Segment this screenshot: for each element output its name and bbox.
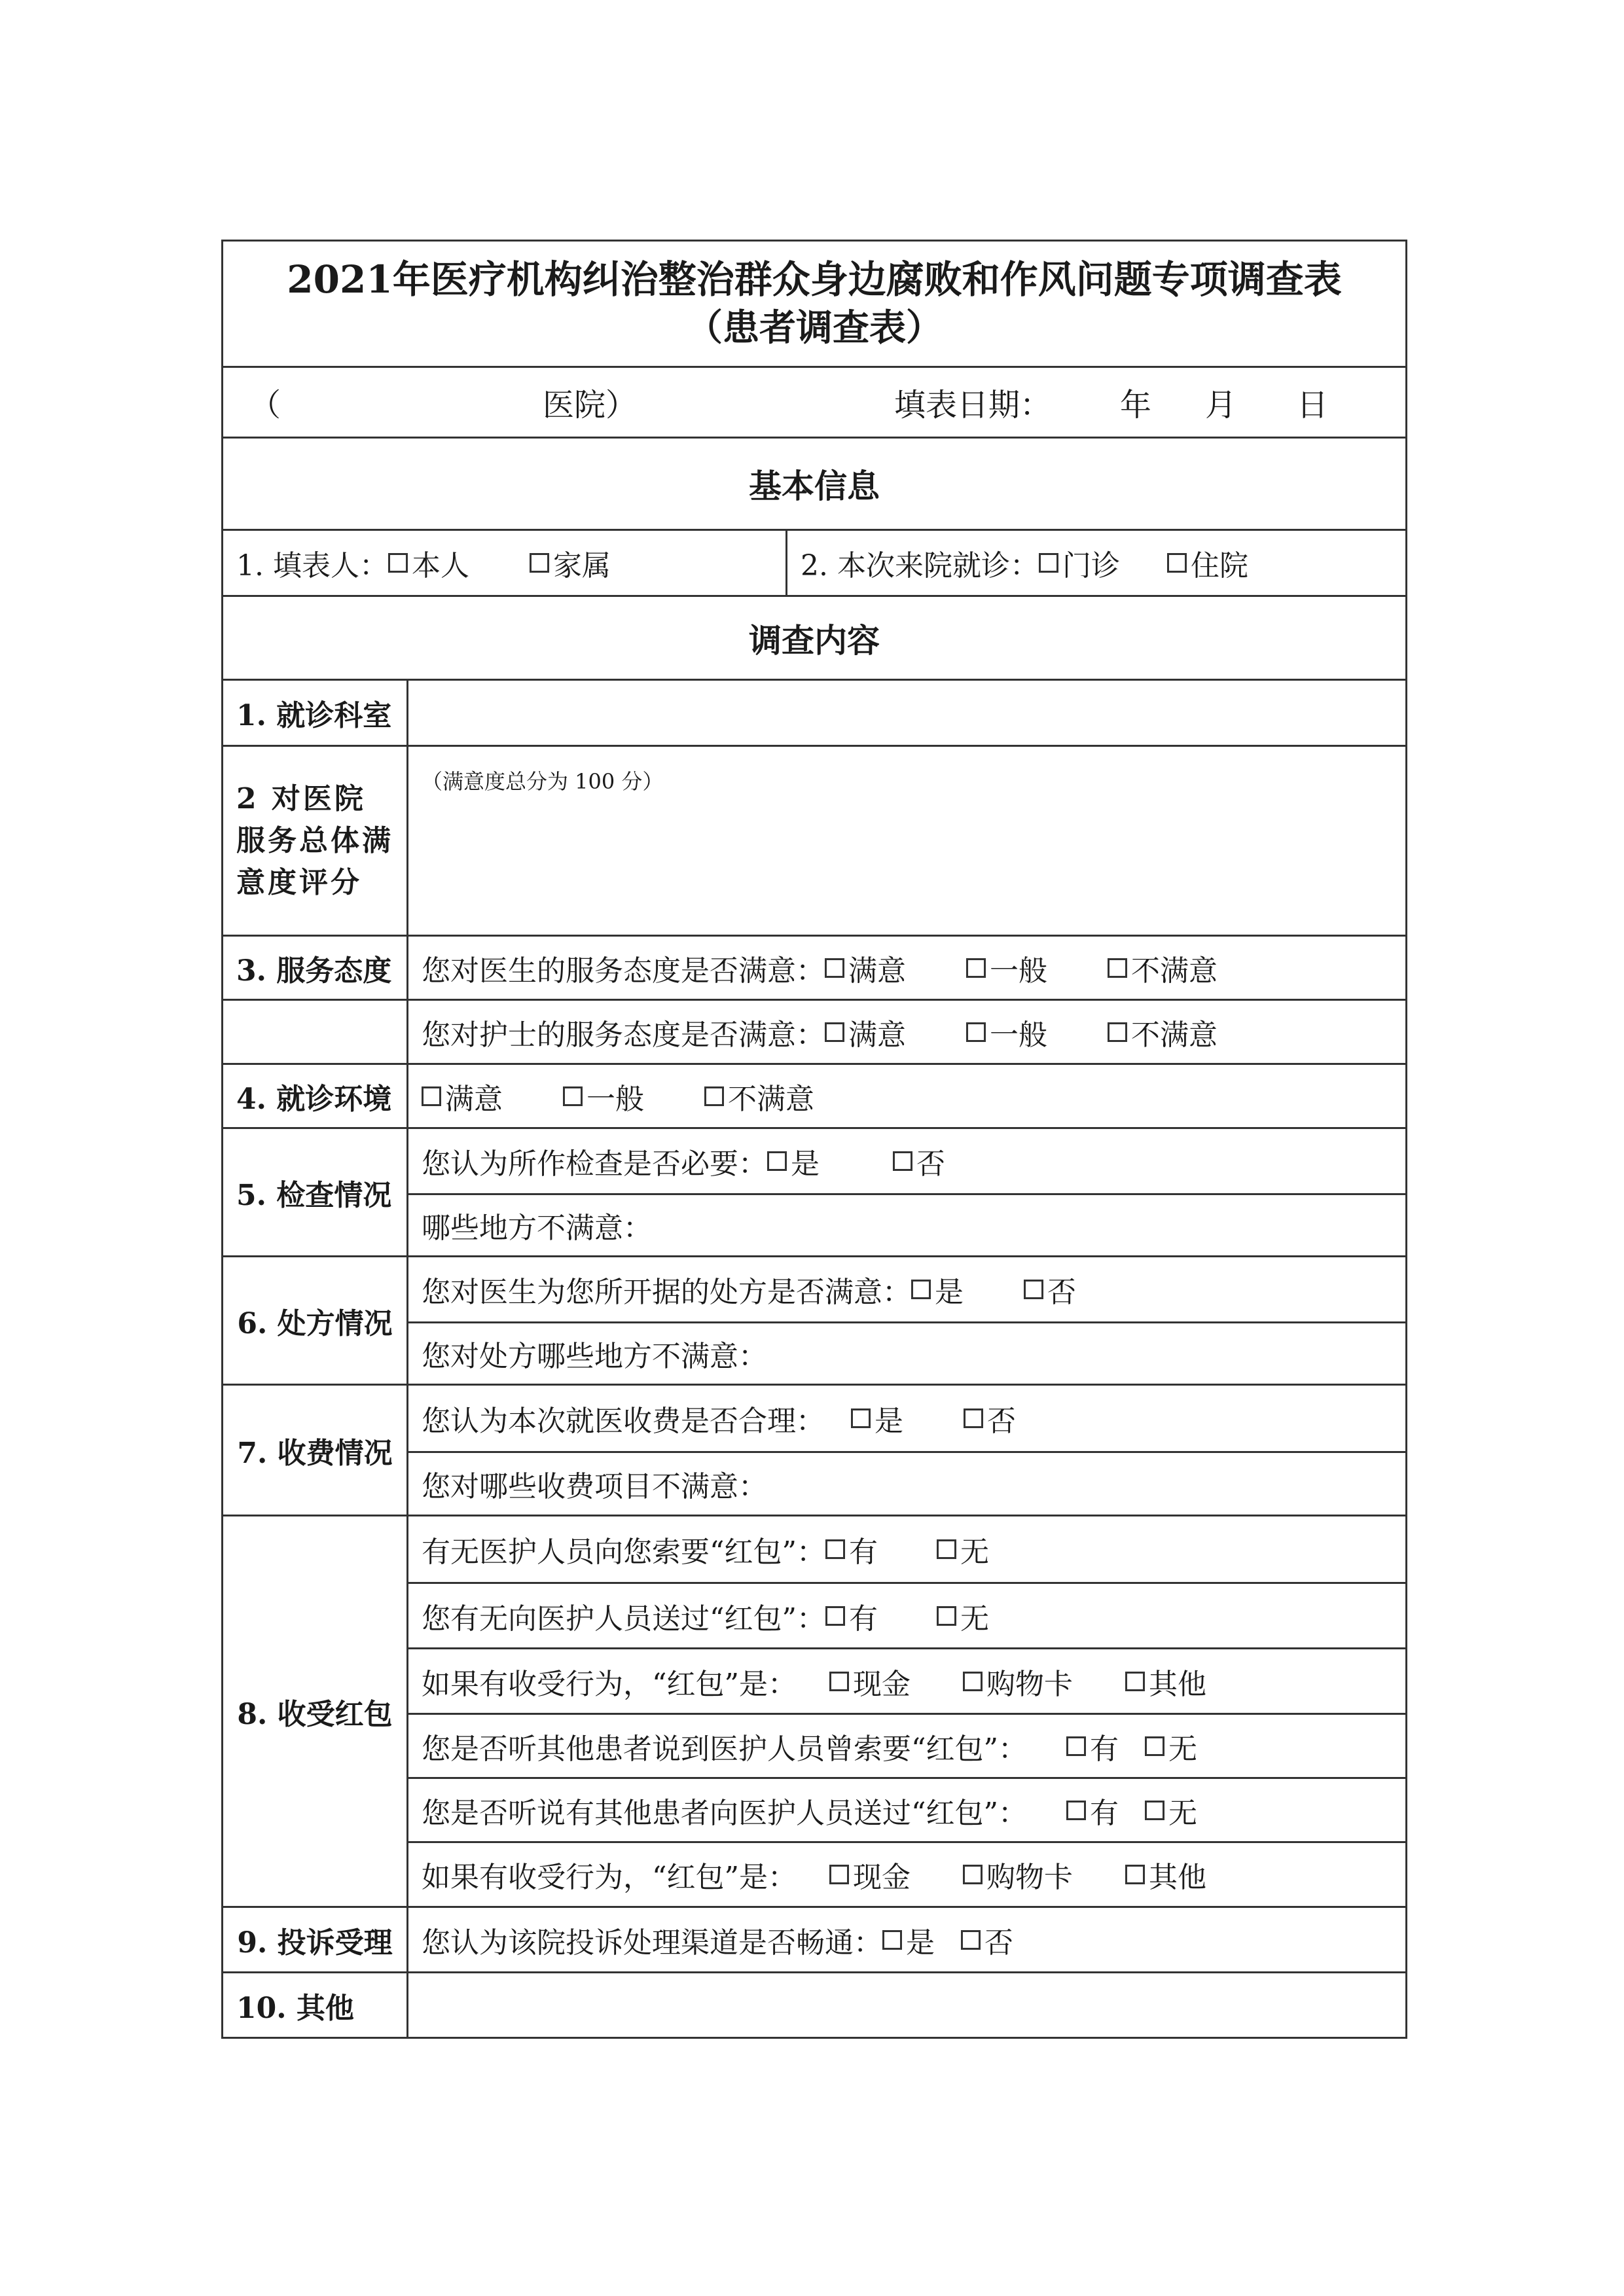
checkbox[interactable] (1145, 1801, 1164, 1820)
option-label: 满意 (848, 1018, 906, 1052)
hb-q4-have-option[interactable] (1066, 1725, 1119, 1767)
option-inpatient-label: 住院 (1190, 549, 1248, 583)
hb-q4-cell (408, 1713, 1405, 1777)
option-label: 现金 (853, 1861, 911, 1894)
checkbox[interactable] (1066, 1736, 1086, 1756)
rx-q2-cell[interactable] (408, 1321, 1405, 1384)
hb-q6-cell (408, 1841, 1405, 1906)
other-label: 10. 其他 (223, 1973, 408, 2037)
rx-yes-option[interactable] (911, 1268, 964, 1310)
option-label: 其他 (1149, 1861, 1206, 1894)
checkbox[interactable] (963, 1865, 983, 1884)
hb-q6: 如果有收受行为，“红包”是： (422, 1861, 797, 1894)
nurse-average-option[interactable] (966, 1011, 1047, 1053)
attitude-nurse-row (223, 999, 1405, 1063)
check-label: 5. 检查情况 (223, 1129, 408, 1255)
rx-row (223, 1255, 1405, 1384)
hb-q1-have-option[interactable] (825, 1528, 878, 1570)
option-label: 一般 (990, 1018, 1047, 1052)
rx-q1: 您对医生为您所开据的处方是否满意： (422, 1276, 911, 1309)
visit-type-cell (787, 531, 1405, 595)
env-unsatisfied-option[interactable] (704, 1075, 814, 1117)
option-label: 一般 (586, 1082, 644, 1116)
dept-input[interactable] (408, 681, 1405, 745)
option-label: 其他 (1149, 1667, 1206, 1701)
section-basic-title: 基本信息 (749, 467, 880, 505)
fee-label: 7. 收费情况 (223, 1386, 408, 1515)
hb-q2-none-option[interactable] (937, 1595, 989, 1637)
checkbox[interactable] (767, 1151, 787, 1171)
rx-q1-cell (408, 1257, 1405, 1321)
checkbox[interactable] (825, 1022, 844, 1042)
option-label: 不满意 (728, 1082, 814, 1116)
hb-group (408, 1516, 1405, 1906)
option-family[interactable] (530, 542, 611, 584)
score-label: 2 对医院服务总体满意度评分 (223, 747, 408, 935)
hb-q5-have-option[interactable] (1066, 1789, 1119, 1831)
rx-no-option[interactable] (1024, 1268, 1076, 1310)
option-label: 有 (1090, 1732, 1119, 1766)
fee-q1-cell (408, 1386, 1405, 1451)
option-label: 有 (849, 1602, 878, 1636)
option-label: 否 (1047, 1276, 1076, 1309)
option-label: 是 (875, 1405, 903, 1438)
hb-q5-none-option[interactable] (1145, 1789, 1197, 1831)
filler-label: 1. 填表人： (236, 549, 388, 583)
hb-q6-cash-option[interactable] (829, 1854, 911, 1895)
env-cell (408, 1065, 1405, 1127)
attitude-doctor-cell (408, 937, 1405, 999)
check-q1: 您认为所作检查是否必要： (422, 1147, 767, 1181)
option-label: 有 (1090, 1796, 1119, 1830)
checkbox[interactable] (1125, 1672, 1145, 1691)
checkbox[interactable] (825, 1606, 845, 1626)
option-label: 购物卡 (986, 1861, 1073, 1894)
checkbox[interactable] (1145, 1736, 1164, 1756)
section-survey-row (223, 595, 1405, 679)
survey-form (221, 240, 1407, 2039)
filler-cell (223, 531, 787, 595)
hospital-name-suffix: 医院） (543, 387, 638, 423)
checkbox[interactable] (1108, 958, 1127, 978)
date-year: 年 (1120, 387, 1152, 423)
checkbox[interactable] (829, 1865, 849, 1884)
option-family-label: 家属 (552, 549, 611, 583)
rx-q2: 您对处方哪些地方不满意： (422, 1340, 767, 1373)
complaint-yes-option[interactable] (882, 1919, 935, 1961)
check-yes-option[interactable] (767, 1140, 820, 1182)
checkbox[interactable] (937, 1606, 956, 1626)
option-label: 满意 (848, 954, 906, 988)
section-survey-title: 调查内容 (749, 620, 880, 660)
option-self-label: 本人 (411, 549, 469, 583)
option-label: 有 (849, 1535, 878, 1569)
checkbox[interactable] (825, 958, 844, 978)
hb-q2-cell (408, 1582, 1405, 1647)
option-label: 无 (1168, 1732, 1197, 1766)
attitude-nurse-cell (408, 1001, 1405, 1063)
fee-no-option[interactable] (964, 1397, 1016, 1439)
option-label: 一般 (990, 954, 1047, 988)
check-q2-cell[interactable] (408, 1193, 1405, 1255)
checkbox[interactable] (1066, 1801, 1086, 1820)
option-label: 无 (1168, 1796, 1197, 1830)
doctor-satisfied-option[interactable] (825, 947, 906, 989)
fee-q2: 您对哪些收费项目不满意： (422, 1470, 767, 1503)
option-label: 否 (916, 1147, 945, 1181)
attitude-doctor-row (223, 935, 1405, 999)
hb-q1-none-option[interactable] (937, 1528, 989, 1570)
checkbox[interactable] (563, 1086, 583, 1106)
option-self[interactable] (388, 542, 469, 584)
option-label: 现金 (853, 1667, 911, 1701)
checkbox-family[interactable] (530, 553, 549, 573)
title-line-1: 2021年医疗机构纠治整治群众身边腐败和作风问题专项调查表 (287, 257, 1342, 302)
check-q2: 哪些地方不满意： (422, 1211, 652, 1245)
title-line-2: （患者调查表） (686, 306, 943, 350)
hb-q3-cell (408, 1647, 1405, 1713)
checkbox[interactable] (829, 1672, 849, 1691)
option-label: 无 (960, 1602, 989, 1636)
checkbox[interactable] (893, 1151, 912, 1171)
nurse-satisfied-option[interactable] (825, 1011, 906, 1053)
env-label: 4. 就诊环境 (223, 1065, 408, 1127)
checkbox[interactable] (704, 1086, 724, 1106)
checkbox[interactable] (1108, 1022, 1127, 1042)
env-row (223, 1063, 1405, 1127)
rx-label: 6. 处方情况 (223, 1257, 408, 1384)
doctor-unsatisfied-option[interactable] (1108, 947, 1218, 989)
checkbox[interactable] (851, 1408, 871, 1428)
fee-q1: 您认为本次就医收费是否合理： (422, 1405, 825, 1438)
attitude-doctor-question: 您对医生的服务态度是否满意： (422, 954, 825, 988)
hb-q2-have-option[interactable] (825, 1595, 878, 1637)
option-outpatient[interactable] (1039, 542, 1120, 584)
option-label: 是 (791, 1147, 820, 1181)
hospital-paren-open: （ (249, 387, 281, 423)
complaint-cell (408, 1908, 1405, 1971)
score-row (223, 745, 1405, 935)
option-label: 不满意 (1131, 954, 1218, 988)
complaint-no-option[interactable] (961, 1919, 1013, 1961)
fee-group (408, 1386, 1405, 1515)
attitude-label: 3. 服务态度 (223, 937, 408, 999)
dept-label: 1. 就诊科室 (223, 681, 408, 745)
hospital-date-row (223, 366, 1405, 437)
complaint-label: 9. 投诉受理 (223, 1908, 408, 1971)
option-label: 无 (960, 1535, 989, 1569)
option-outpatient-label: 门诊 (1062, 549, 1120, 583)
checkbox[interactable] (1024, 1280, 1043, 1299)
hb-label: 8. 收受红包 (223, 1516, 408, 1906)
complaint-question: 您认为该院投诉处理渠道是否畅通： (422, 1926, 882, 1960)
option-label: 不满意 (1131, 1018, 1218, 1052)
checkbox-self[interactable] (388, 553, 408, 573)
title-row (223, 242, 1405, 366)
fee-yes-option[interactable] (851, 1397, 903, 1439)
checkbox[interactable] (422, 1086, 441, 1106)
date-day: 日 (1297, 387, 1329, 423)
checkbox[interactable] (964, 1408, 983, 1428)
doctor-average-option[interactable] (966, 947, 1047, 989)
score-note: （满意度总分为 100 分） (422, 769, 664, 794)
hb-q4-none-option[interactable] (1145, 1725, 1197, 1767)
dept-row (223, 679, 1405, 745)
hb-q3-cash-option[interactable] (829, 1660, 911, 1702)
option-label: 是 (906, 1926, 935, 1960)
hb-q3-card-option[interactable] (963, 1660, 1073, 1702)
attitude-label-blank (223, 1001, 408, 1063)
hb-q5-cell (408, 1777, 1405, 1841)
hb-q6-card-option[interactable] (963, 1854, 1073, 1895)
nurse-unsatisfied-option[interactable] (1108, 1011, 1218, 1053)
hb-q1-cell (408, 1516, 1405, 1582)
option-label: 购物卡 (986, 1667, 1073, 1701)
checkbox[interactable] (963, 1672, 983, 1691)
hb-q4: 您是否听其他患者说到医护人员曾索要“红包”： (422, 1732, 1027, 1766)
option-label: 否 (984, 1926, 1013, 1960)
hb-q5: 您是否听说有其他患者向医护人员送过“红包”： (422, 1796, 1027, 1830)
option-label: 满意 (445, 1082, 503, 1116)
option-label: 否 (987, 1405, 1016, 1438)
checkbox[interactable] (882, 1930, 902, 1950)
checkbox-outpatient[interactable] (1039, 553, 1058, 573)
env-average-option[interactable] (563, 1075, 644, 1117)
rx-group (408, 1257, 1405, 1384)
hb-q1: 有无医护人员向您索要“红包”： (422, 1535, 825, 1569)
checkbox[interactable] (937, 1539, 956, 1559)
check-row (223, 1127, 1405, 1255)
checkbox[interactable] (911, 1280, 931, 1299)
attitude-nurse-question: 您对护士的服务态度是否满意： (422, 1018, 825, 1052)
other-input[interactable] (408, 1973, 1405, 2037)
fee-row (223, 1384, 1405, 1515)
checkbox[interactable] (966, 958, 986, 978)
check-group (408, 1129, 1405, 1255)
complaint-row (223, 1906, 1405, 1971)
form-title (223, 242, 1405, 366)
basic-info-row (223, 529, 1405, 595)
env-satisfied-option[interactable] (422, 1075, 503, 1117)
check-q1-cell (408, 1129, 1405, 1193)
checkbox[interactable] (961, 1930, 981, 1950)
hospital-date-cell (223, 368, 1405, 437)
checkbox[interactable] (825, 1539, 845, 1559)
section-basic-row (223, 437, 1405, 529)
visit-type-label: 2. 本次来院就诊： (801, 549, 1039, 583)
hb-q2: 您有无向医护人员送过“红包”： (422, 1602, 825, 1636)
checkbox[interactable] (1125, 1865, 1145, 1884)
checkbox[interactable] (966, 1022, 986, 1042)
hb-row (223, 1515, 1405, 1906)
hb-q3: 如果有收受行为，“红包”是： (422, 1667, 797, 1701)
check-no-option[interactable] (893, 1140, 945, 1182)
option-inpatient[interactable] (1167, 542, 1248, 584)
date-label: 填表日期： (894, 387, 1052, 423)
hb-q3-other-option[interactable] (1125, 1660, 1206, 1702)
checkbox-inpatient[interactable] (1167, 553, 1187, 573)
date-month: 月 (1205, 387, 1237, 423)
hb-q6-other-option[interactable] (1125, 1854, 1206, 1895)
score-input[interactable] (408, 747, 1405, 935)
other-row (223, 1971, 1405, 2037)
fee-q2-cell[interactable] (408, 1451, 1405, 1515)
option-label: 是 (935, 1276, 964, 1309)
